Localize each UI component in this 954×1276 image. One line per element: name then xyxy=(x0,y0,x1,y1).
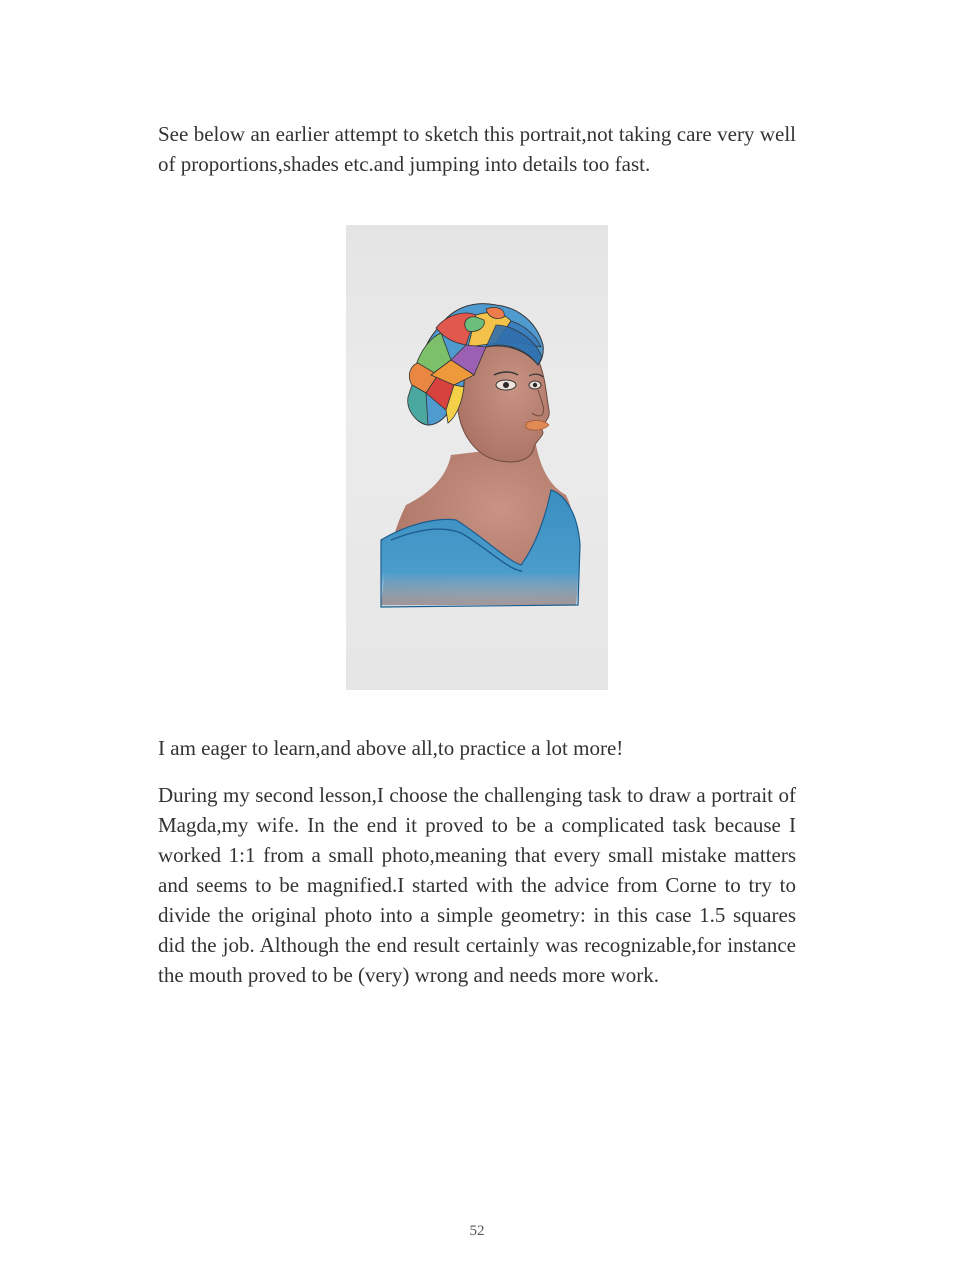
eager-paragraph: I am eager to learn,and above all,to practice a lot more! xyxy=(158,736,624,760)
second-lesson-paragraph: During my second lesson,I choose the challenging task to draw a portrait of Magda,my wife. In the end it proved to be a complicated task because I worked 1:1 from a small photo,meaning that every small mistake matters and seems to be magnified.I started with the advice from Corne to try to divide the original photo into a simple geometry: in this case 1.5 squares did the job. Although the end result certainly was recognizable,for instance the mouth proved to be (very) wrong and needs more work. xyxy=(158,783,796,987)
portrait-sketch-image xyxy=(346,225,608,690)
intro-paragraph: See below an earlier attempt to sketch this portrait,not taking care very well of proportions,shades etc.and jumping into details too fast. xyxy=(158,122,796,176)
page-number: 52 xyxy=(469,1223,485,1239)
